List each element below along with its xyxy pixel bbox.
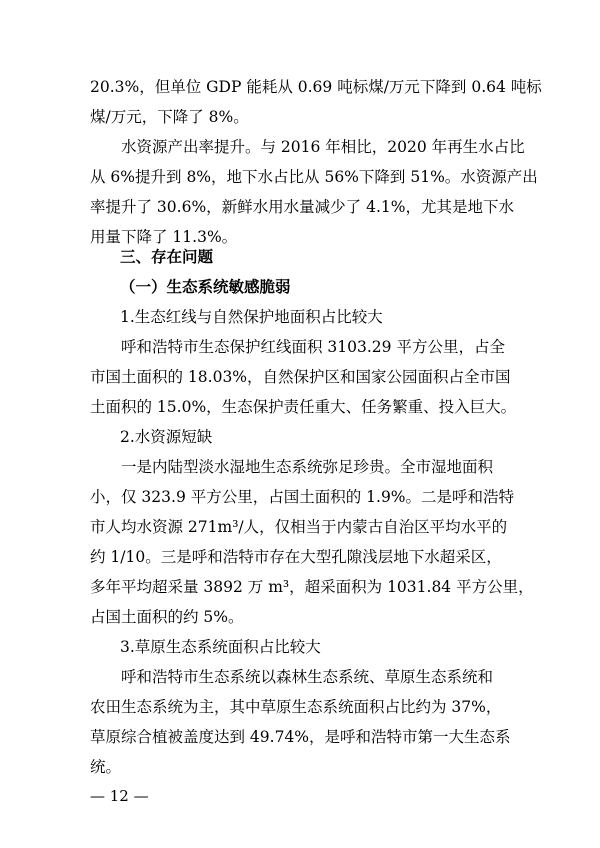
- text-line: 呼和浩特市生态系统以森林生态系统、草原生态系统和: [121, 668, 494, 686]
- item-title-grassland: 3.草原生态系统面积占比较大: [120, 638, 321, 656]
- text-line: 呼和浩特市生态保护红线面积 3103.29 平方公里，占全: [121, 338, 505, 356]
- text-line: 市人均水资源 271m³/人，仅相当于内蒙古自治区平均水平的: [90, 518, 508, 536]
- text-line: 用量下降了 11.3%。: [90, 228, 238, 246]
- text-line: 小，仅 323.9 平方公里，占国土面积的 1.9%。二是呼和浩特: [90, 488, 515, 506]
- text-line: 统。: [90, 758, 122, 776]
- text-line: 市国土面积的 18.03%，自然保护区和国家公园面积占全市国: [90, 368, 511, 386]
- text-line: 占国土面积的约 5%。: [90, 608, 244, 626]
- section-heading: 三、存在问题: [120, 248, 214, 266]
- text-line: 草原综合植被盖度达到 49.74%，是呼和浩特市第一大生态系: [90, 728, 511, 746]
- subsection-heading: （一）生态系统敏感脆弱: [120, 278, 291, 296]
- text-line: 煤/万元，下降了 8%。: [90, 108, 249, 126]
- text-line: 20.3%，但单位 GDP 能耗从 0.69 吨标煤/万元下降到 0.64 吨标: [90, 78, 542, 96]
- text-line: 一是内陆型淡水湿地生态系统弥足珍贵。全市湿地面积: [121, 458, 494, 476]
- text-line: 率提升了 30.6%，新鲜水用水量减少了 4.1%，尤其是地下水: [90, 198, 514, 216]
- paragraph-ecological-redline: [90, 332, 517, 422]
- paragraph-grassland: [90, 662, 510, 782]
- page-number: — 12 —: [90, 787, 149, 805]
- paragraph-water-productivity: [90, 132, 538, 252]
- text-line: 约 1/10。三是呼和浩特市存在大型孔隙浅层地下水超采区，: [90, 548, 502, 566]
- item-title-ecological-redline: 1.生态红线与自然保护地面积占比较大: [120, 308, 383, 326]
- text-line: 农田生态系统为主，其中草原生态系统面积占比约为 37%，: [90, 698, 502, 716]
- text-line: 水资源产出率提升。与 2016 年相比，2020 年再生水占比: [121, 138, 525, 156]
- item-title-water-shortage: 2.水资源短缺: [120, 428, 213, 446]
- text-line: 从 6%提升到 8%，地下水占比从 56%下降到 51%。水资源产出: [90, 168, 538, 186]
- text-line: 土面积的 15.0%，生态保护责任重大、任务繁重、投入巨大。: [90, 398, 517, 416]
- text-line: 多年平均超采量 3892 万 m³，超采面积为 1031.84 平方公里，: [90, 578, 534, 596]
- paragraph-energy-consumption: [90, 72, 542, 132]
- paragraph-water-shortage: [90, 452, 534, 632]
